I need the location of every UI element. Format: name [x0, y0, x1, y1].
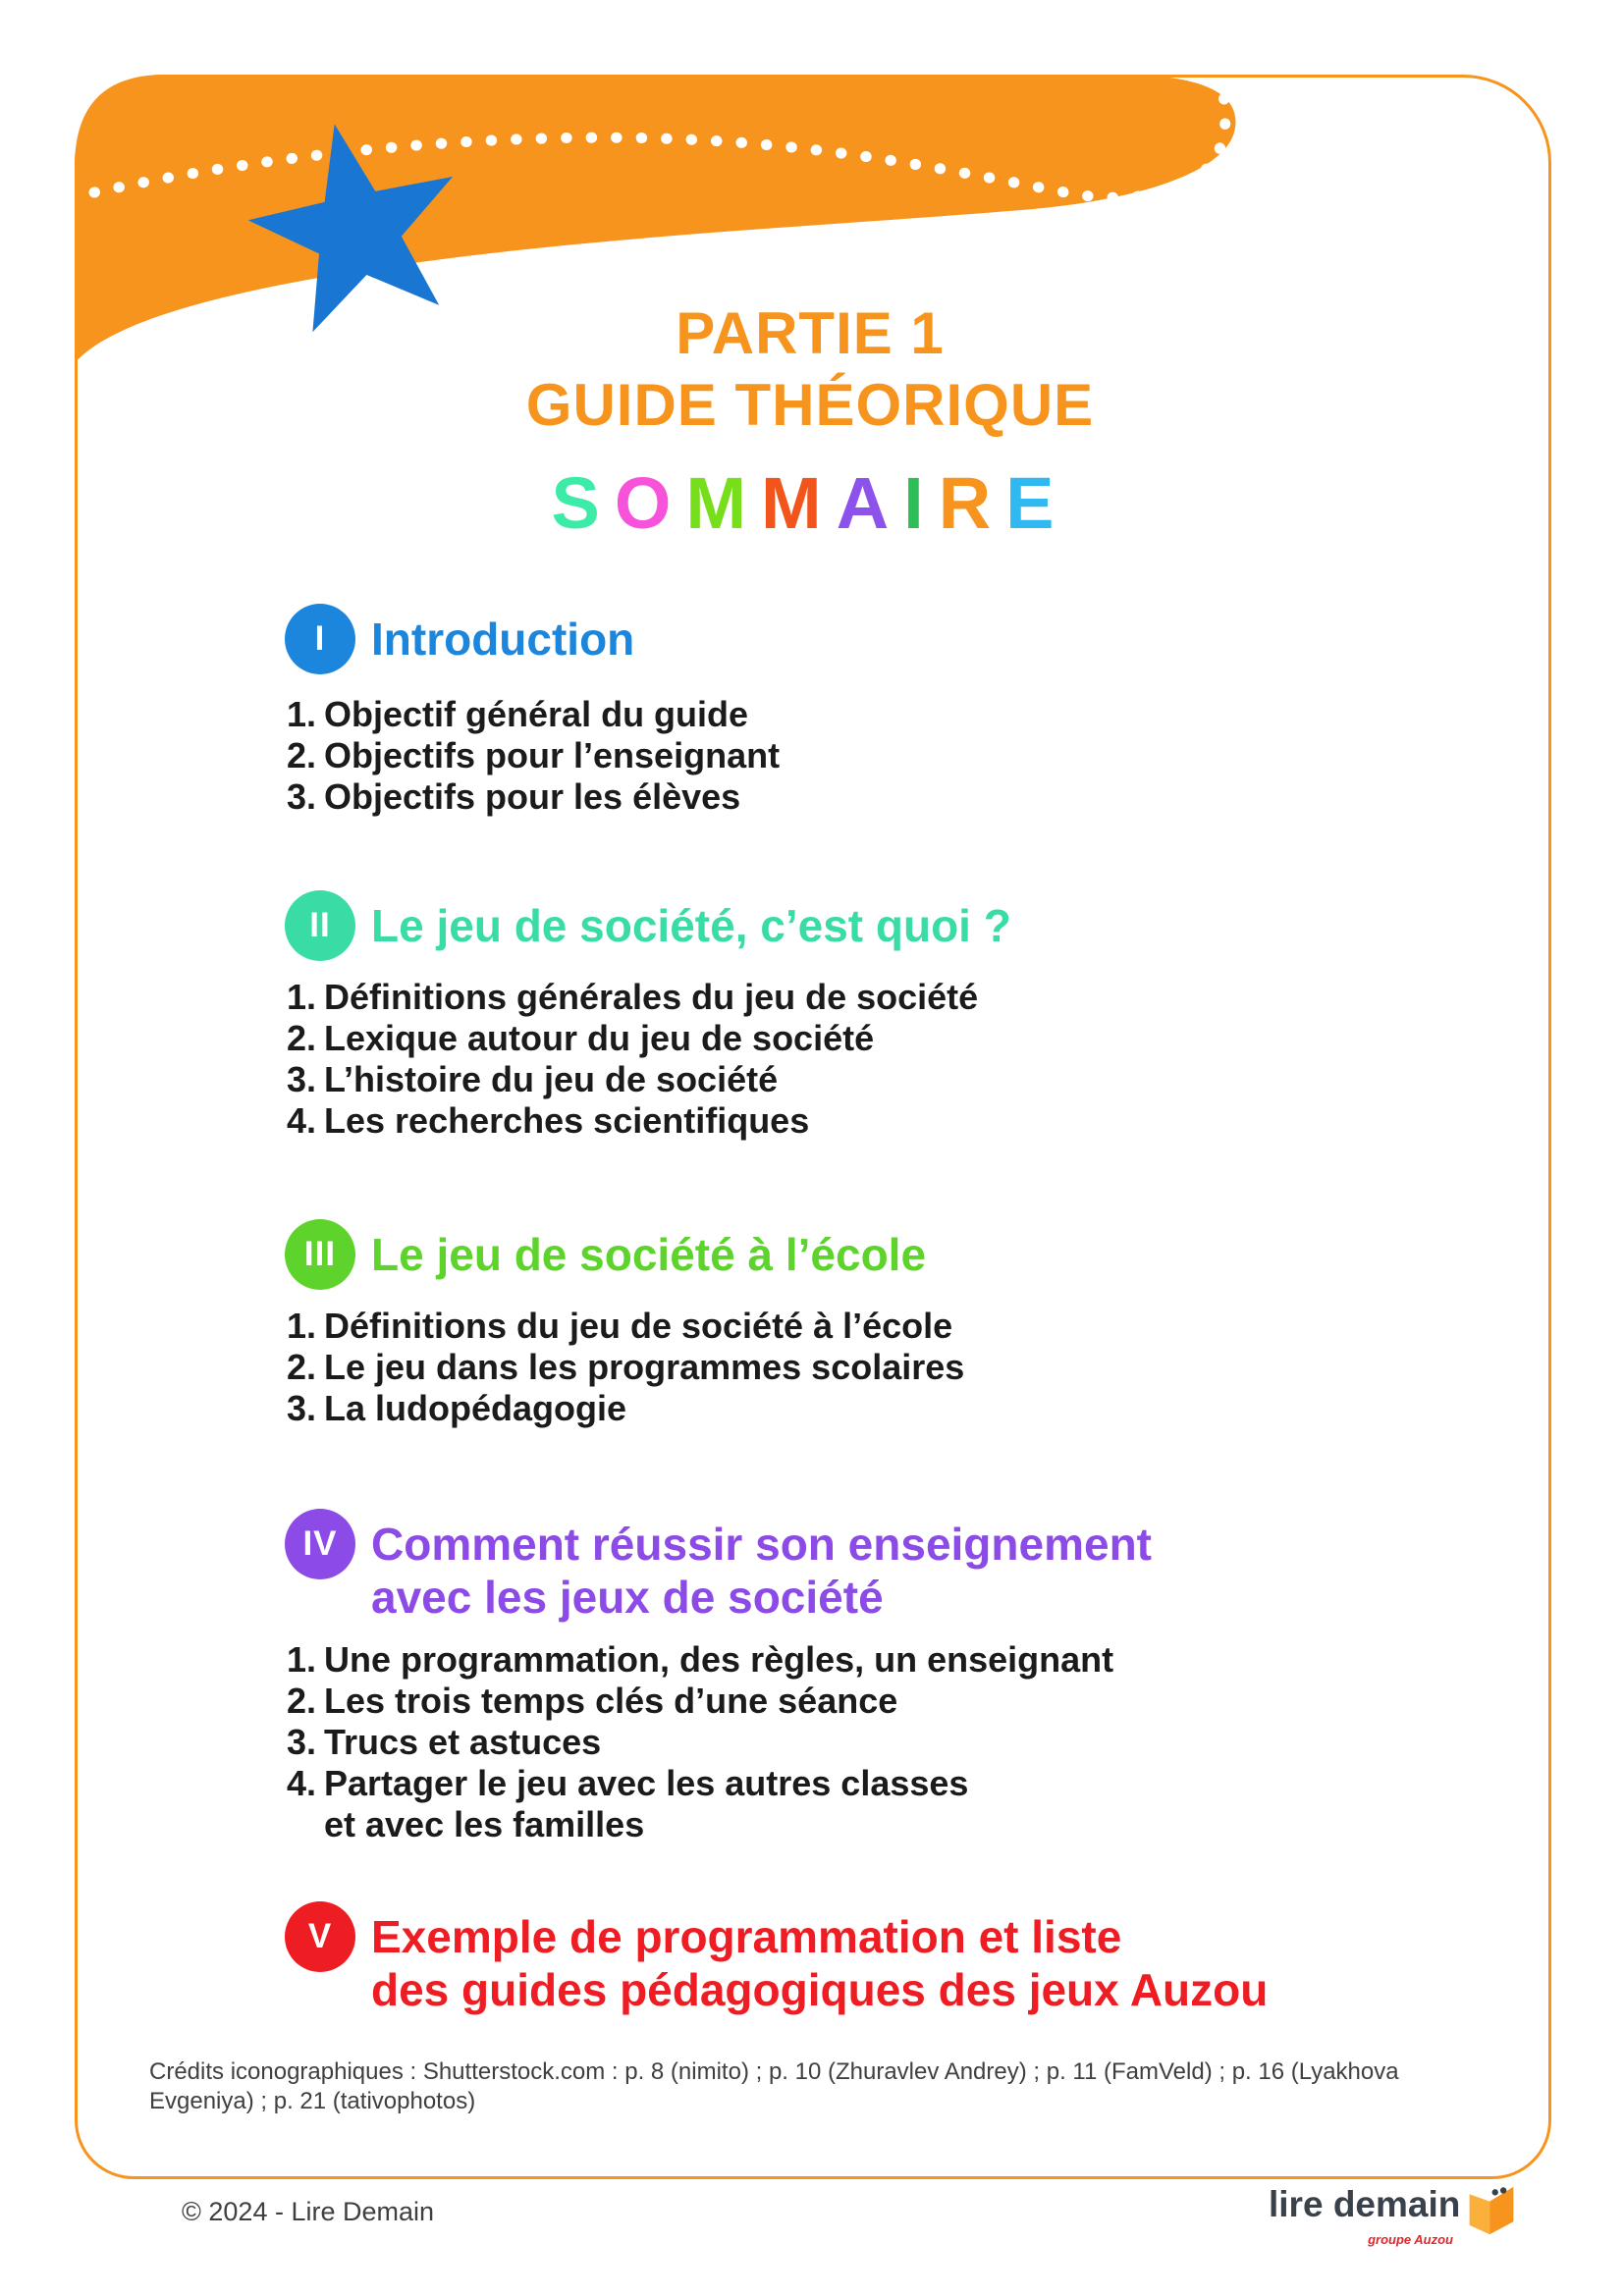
sommaire-letter: M: [685, 462, 762, 544]
section-title-line: des guides pédagogiques des jeux Auzou: [371, 1964, 1269, 2015]
sommaire-letter: S: [551, 462, 615, 544]
toc-section-III: [285, 1219, 1561, 1428]
toc-item: [287, 694, 780, 735]
section-item-list: [287, 1639, 1113, 1845]
section-item-list: [287, 977, 978, 1142]
toc-item-text: La ludopédagogie: [324, 1388, 627, 1428]
sommaire-letter: O: [614, 462, 686, 544]
toc-section-V: [285, 1901, 1561, 2016]
part-title: [75, 297, 1545, 441]
toc-item-number: 3.: [287, 1059, 317, 1099]
section-numeral-badge: I: [285, 604, 355, 674]
sommaire-letter: E: [1005, 462, 1069, 544]
section-numeral-badge: IV: [285, 1509, 355, 1579]
toc-item-number: 1.: [287, 1639, 317, 1680]
credits-text: [149, 2057, 1514, 2116]
toc-section-IV: [285, 1509, 1561, 1844]
section-item-list: [287, 1306, 964, 1429]
toc-item-text: Partager le jeu avec les autres classes: [324, 1763, 969, 1803]
section-title-line: Le jeu de société à l’école: [371, 1229, 927, 1280]
lire-demain-logo: [1269, 2185, 1543, 2247]
toc-item: [287, 1306, 964, 1347]
toc-item-number: 2.: [287, 1681, 317, 1721]
toc-item: [287, 1681, 1113, 1722]
section-numeral-badge: II: [285, 890, 355, 961]
section-title-line: Comment réussir son enseignement: [371, 1519, 1152, 1570]
toc-item-number: 3.: [287, 1722, 317, 1762]
section-heading-row: [285, 1219, 1561, 1290]
toc-item-number: 1.: [287, 977, 317, 1017]
section-title: [371, 613, 634, 666]
toc-item-text: Définitions du jeu de société à l’école: [324, 1306, 953, 1346]
sommaire-title: [75, 459, 1545, 548]
logo-subtext: groupe Auzou: [1368, 2232, 1453, 2247]
toc-item-text: Définitions générales du jeu de société: [324, 977, 979, 1017]
open-book-icon: [1464, 2183, 1519, 2238]
toc-item-number: 3.: [287, 1388, 317, 1428]
toc-item-number: [287, 1804, 324, 1845]
part-title-line2: GUIDE THÉORIQUE: [525, 372, 1095, 438]
toc-item-text: Trucs et astuces: [324, 1722, 602, 1762]
toc-item-number: 2.: [287, 735, 317, 775]
section-title-line: Introduction: [371, 614, 635, 665]
toc-item-text: Une programmation, des règles, un enseignant: [324, 1639, 1114, 1680]
toc-item: [287, 1018, 978, 1059]
part-title-line1: PARTIE 1: [676, 300, 945, 366]
toc-item-text: Objectif général du guide: [324, 694, 749, 734]
toc-item-number: 3.: [287, 776, 317, 817]
section-title-line: avec les jeux de société: [371, 1572, 884, 1623]
toc-item-number: 4.: [287, 1100, 317, 1141]
toc-item: [287, 1059, 978, 1100]
section-title: [371, 1518, 1152, 1624]
section-numeral-badge: V: [285, 1901, 355, 1972]
toc-item-number: 2.: [287, 1018, 317, 1058]
toc-item: [287, 776, 780, 818]
toc-item: [287, 1639, 1113, 1681]
credits-line2: Evgeniya) ; p. 21 (tativophotos): [149, 2088, 476, 2114]
toc-item-text: L’histoire du jeu de société: [324, 1059, 779, 1099]
toc-item-number: 4.: [287, 1763, 317, 1803]
toc-section-I: [285, 604, 1561, 817]
section-heading-row: [285, 604, 1561, 674]
toc-item-text: Lexique autour du jeu de société: [324, 1018, 875, 1058]
toc-item-number: 1.: [287, 694, 317, 734]
toc-item: [287, 1763, 1113, 1804]
toc-item: [287, 1722, 1113, 1763]
toc-item-text: et avec les familles: [324, 1804, 645, 1844]
sommaire-letter: M: [761, 462, 837, 544]
section-numeral-badge: III: [285, 1219, 355, 1290]
credits-line1: Crédits iconographiques : Shutterstock.com : p. 8 (nimito) ; p. 10 (Zhuravlev Andrey) ; p. 11 (FamVeld) ; p. 16 (Lyakhova: [149, 2058, 1399, 2085]
sommaire-letter: I: [903, 462, 939, 544]
toc-item-text: Les trois temps clés d’une séance: [324, 1681, 898, 1721]
toc-item: [287, 977, 978, 1018]
toc-item-text: Le jeu dans les programmes scolaires: [324, 1347, 965, 1387]
toc-item: [287, 1100, 978, 1142]
logo-text: lire demain: [1269, 2184, 1461, 2224]
section-heading-row: [285, 890, 1561, 961]
toc-item-number: 2.: [287, 1347, 317, 1387]
toc-item-number: 1.: [287, 1306, 317, 1346]
toc-item: [287, 1804, 1113, 1845]
section-title: [371, 1910, 1268, 2016]
sommaire-letter: R: [938, 462, 1006, 544]
section-title-line: Le jeu de société, c’est quoi ?: [371, 900, 1011, 951]
section-title: [371, 899, 1011, 952]
section-item-list: [287, 694, 780, 818]
toc-item: [287, 1388, 964, 1429]
logo-main-row: [1269, 2185, 1543, 2238]
toc-item: [287, 1347, 964, 1388]
sommaire-letter: A: [836, 462, 904, 544]
toc-item-text: Objectifs pour l’enseignant: [324, 735, 781, 775]
toc-item: [287, 735, 780, 776]
copyright-text: © 2024 - Lire Demain: [182, 2197, 435, 2226]
toc-section-II: [285, 890, 1561, 1141]
section-heading-row: [285, 1509, 1561, 1624]
section-heading-row: [285, 1901, 1561, 2016]
toc-item-text: Objectifs pour les élèves: [324, 776, 741, 817]
section-title-line: Exemple de programmation et liste: [371, 1911, 1122, 1962]
toc-item-text: Les recherches scientifiques: [324, 1100, 810, 1141]
section-title: [371, 1228, 926, 1281]
